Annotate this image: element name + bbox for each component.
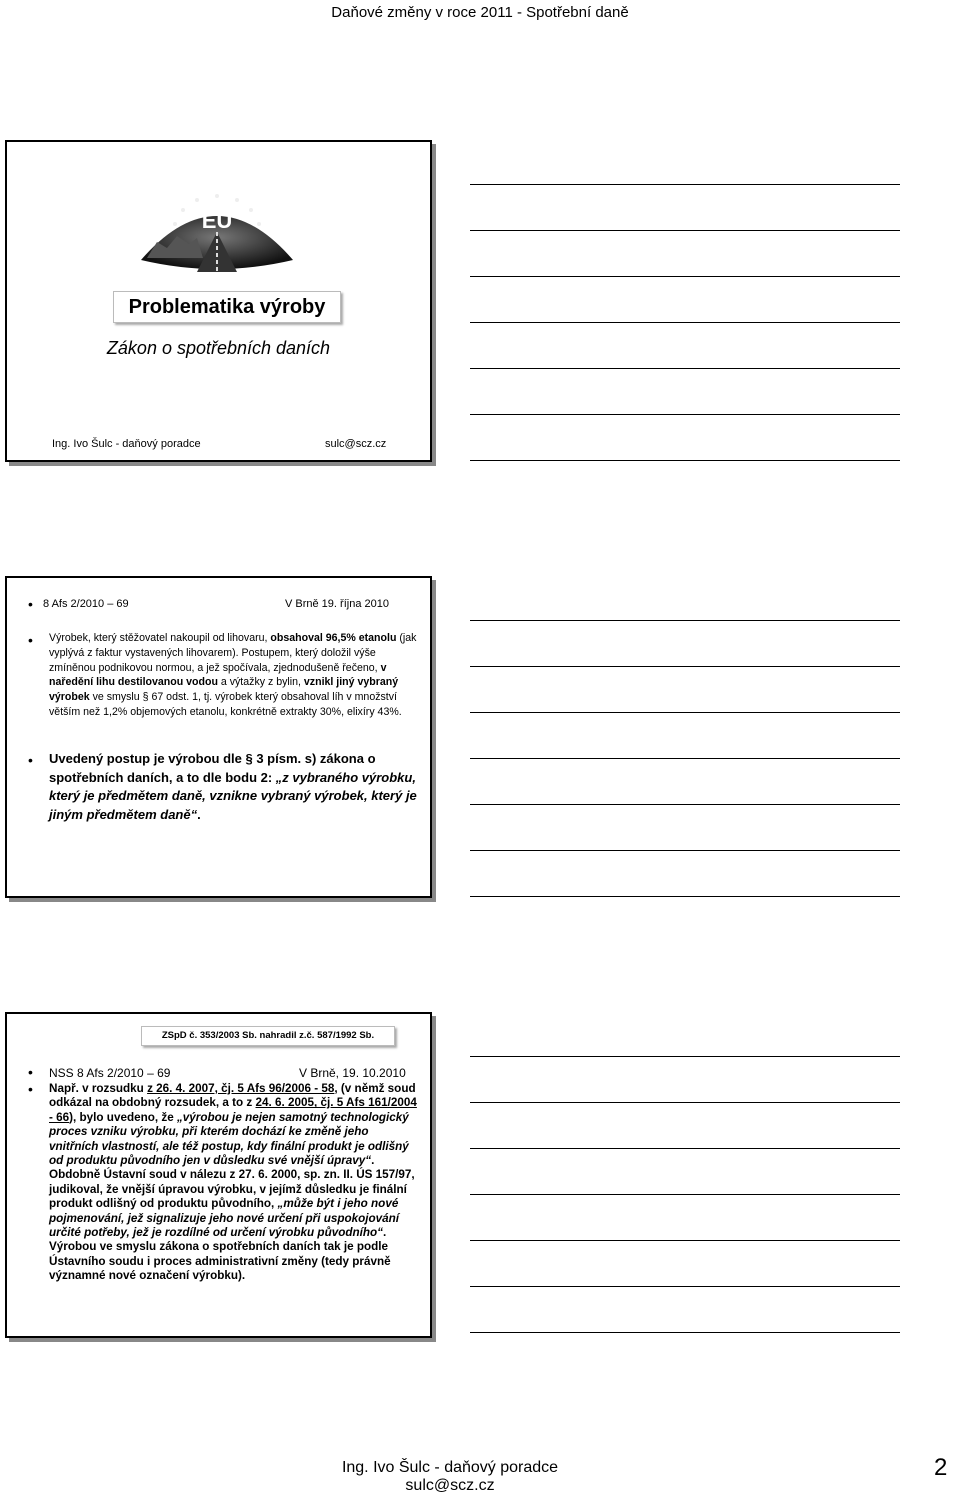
slide-title-heading: Problematika výroby	[113, 291, 341, 323]
page-number: 2	[934, 1454, 948, 1481]
nss-reference: NSS 8 Afs 2/2010 – 69	[49, 1066, 171, 1080]
slide-author: Ing. Ivo Šulc - daňový poradce	[52, 438, 201, 450]
note-line	[470, 184, 900, 185]
case-reference: 8 Afs 2/2010 – 69	[43, 598, 129, 610]
slide-title	[5, 140, 432, 462]
note-line	[470, 1056, 900, 1057]
note-line	[470, 230, 900, 231]
bullet-dot-icon: •	[28, 1081, 33, 1097]
footer-author: Ing. Ivo Šulc - daňový poradce	[341, 1459, 559, 1476]
note-line	[470, 896, 900, 897]
note-line	[470, 1286, 900, 1287]
footer-email: sulc@scz.cz	[405, 1477, 495, 1494]
slide-production-case	[5, 576, 432, 898]
note-line	[470, 850, 900, 851]
note-line	[470, 322, 900, 323]
slide-court-rulings	[5, 1012, 432, 1338]
note-line	[470, 758, 900, 759]
case-conclusion-paragraph: Uvedený postup je výrobou dle § 3 písm. s) zákona o spotřebních daních, a to dle bodu 2: „z vybraného výrobku, který je předmětem daně, vznikne vybraný výrobek, který je jiným předmětem daně“.	[49, 751, 417, 822]
case-facts-paragraph: Výrobek, který stěžovatel nakoupil od lihovaru, obsahoval 96,5% etanolu (jak vyplývá z faktur vystavených lihovarem). Postupem, který doložil výše zmíněnou podnikovou normou, a jež spočívala, zjednodušeně řečeno, v naředění lihu destilovanou vodou a výtažky z bylin, vznikl jiný vybraný výrobek ve smyslu § 67 odst. 1, tj. výrobek který obsahoval líh v množství větším než 1,2% objemových etanolu, konkrétně extrakty 30%, elixíry 43%.	[49, 632, 417, 718]
bullet-dot-icon: •	[28, 632, 33, 648]
note-line	[470, 620, 900, 621]
note-line	[470, 712, 900, 713]
eu-road-logo-icon	[137, 182, 297, 278]
bullet-dot-icon: •	[28, 596, 33, 612]
bullet-dot-icon: •	[28, 752, 33, 768]
slide-subtitle: Zákon o spotřebních daních	[106, 338, 331, 358]
note-line	[470, 1194, 900, 1195]
nss-date: V Brně, 19. 10.2010	[299, 1066, 406, 1080]
logo-text: EU	[201, 208, 233, 233]
case-date: V Brně 19. října 2010	[285, 598, 389, 610]
bullet-dot-icon: •	[28, 1064, 33, 1080]
note-line	[470, 1102, 900, 1103]
slide-court-title: ZSpD č. 353/2003 Sb. nahradil z.č. 587/1992 Sb.	[141, 1026, 395, 1046]
note-line	[470, 368, 900, 369]
note-line	[470, 1332, 900, 1333]
note-line	[470, 666, 900, 667]
note-line	[470, 276, 900, 277]
note-line	[470, 1148, 900, 1149]
document-header: Daňové změny v roce 2011 - Spotřební daně	[331, 4, 629, 21]
note-line	[470, 414, 900, 415]
court-ruling-paragraph: Např. v rozsudku z 26. 4. 2007, čj. 5 Afs 96/2006 - 58, (v němž soud odkázal na obdobný rozsudek, a to z 24. 6. 2005, čj. 5 Afs 161/2004 - 66), bylo uvedeno, že „výrobou je nejen samotný technologický proces vzniku výrobku, při kterém dochází ke změně jeho vnitřních vlastností, ale též postup, kdy finální produkt je odlišný od produktu původního jen v důsledku své vnější úpravy“. Obdobně Ústavní soud v nálezu z 27. 6. 2000, sp. zn. II. ÚS 157/97, judikoval, že vnější úpravou výrobku, v jejímž důsledku je finální produkt odlišný od produktu původního, „může být i jeho nové pojmenování, jež signalizuje jeho nové určení při uspokojování určité potřeby, jež je rozdílné od určení výrobku původního“. Výrobou ve smyslu zákona o spotřebních daních tak je podle Ústavního soudu i proces administrativní změny (tedy právně významné nové označení výrobku).	[49, 1082, 417, 1283]
note-line	[470, 460, 900, 461]
slide-email: sulc@scz.cz	[325, 438, 387, 450]
note-line	[470, 1240, 900, 1241]
note-line	[470, 804, 900, 805]
